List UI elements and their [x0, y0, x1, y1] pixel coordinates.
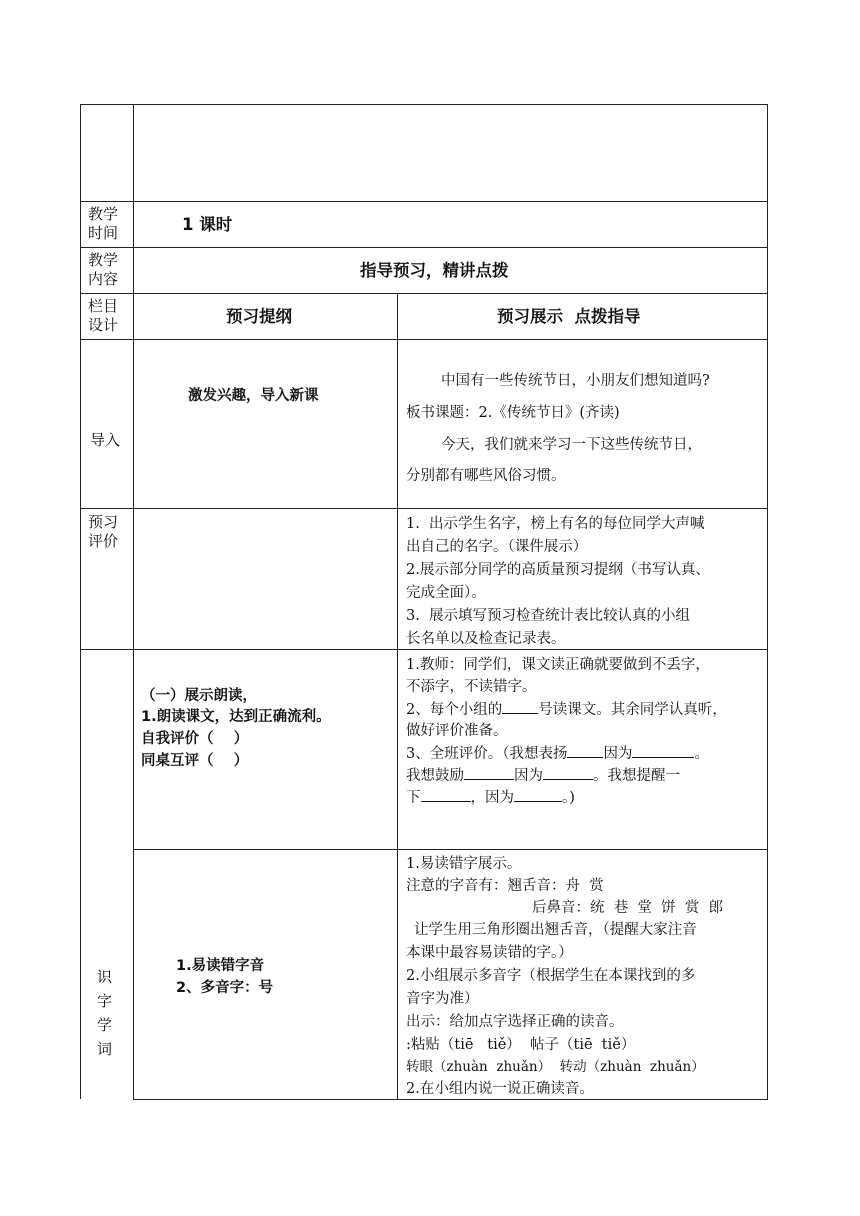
reading-line-with-blank: 2、每个小组的 号读课文。其余同学认真听，	[406, 699, 727, 720]
intro-label: 导入	[90, 431, 121, 449]
pronunciation-line: 后鼻音：统 巷 堂 饼 赏 郎	[532, 900, 724, 916]
pronunciation-line: 让学生用三角形圈出翘舌音，（提醒大家注音	[414, 922, 697, 938]
reading-outline-line: 自我评价（ ）	[141, 731, 249, 747]
literacy-label: 识 字 学 词	[97, 968, 113, 1058]
fill-blank	[543, 765, 593, 780]
content-label: 教学 内容	[88, 251, 119, 288]
reading-line: 1.教师：同学们，课文读正确就要做到不丢字，	[406, 657, 710, 673]
intro-line: 分别都有哪些风俗习惯。	[406, 468, 566, 484]
pronunciation-line: 音字为准）	[406, 991, 479, 1007]
row-divider	[80, 649, 768, 650]
pronunciation-line: 2.在小组内说一说正确读音。	[406, 1081, 594, 1097]
class-hours: 1 课时	[182, 215, 233, 234]
label-column-divider	[133, 104, 134, 1099]
table-border-bottom	[133, 1099, 768, 1100]
preview-line: 完成全面）。	[406, 585, 486, 601]
preview-line: 3. 展示填写预习检查统计表比较认真的小组	[406, 608, 691, 624]
table-border-top	[80, 104, 768, 105]
pronunciation-line: 出示：给加点字选择正确的读音。	[406, 1014, 624, 1030]
pronunciation-line: 2.小组展示多音字（根据学生在本课找到的多	[406, 968, 696, 984]
preview-label: 预习 评价	[88, 513, 119, 550]
row-divider	[80, 247, 768, 248]
pronunciation-line: 本课中最容易读错的字。）	[406, 945, 573, 961]
column-header-guidance: 预习展示 点拨指导	[497, 307, 641, 326]
intro-outline: 激发兴趣，导入新课	[188, 388, 319, 404]
row-divider	[80, 508, 768, 509]
fill-blank	[502, 699, 538, 714]
table-border-left	[80, 104, 81, 1099]
time-label: 教学 时间	[88, 205, 119, 242]
fill-blank	[632, 743, 694, 758]
pronunciation-line: 注意的字音有：翘舌音：舟 赏	[406, 878, 604, 894]
row-divider	[80, 201, 768, 202]
fill-blank	[514, 787, 562, 802]
reading-line-with-blank: 3、全班评价。（我想表扬 因为 。	[406, 743, 709, 764]
reading-outline-line: 1.朗读课文，达到正确流利。	[141, 709, 331, 725]
table-border-right	[767, 104, 768, 1099]
preview-line: 长名单以及检查记录表。	[406, 631, 566, 647]
fill-blank	[464, 765, 514, 780]
preview-line: 1. 出示学生名字，榜上有名的每位同学大声喊	[406, 516, 705, 532]
row-divider	[133, 849, 768, 850]
reading-line: 不添字，不读错字。	[406, 679, 537, 695]
row-divider	[80, 339, 768, 340]
pronunciation-line: 转眼（zhuàn zhuǎn） 转动（zhuàn zhuǎn）	[406, 1059, 705, 1075]
reading-line-with-blank: 我想鼓励 因为 。我想提醒一	[406, 765, 680, 786]
column-divider	[397, 293, 398, 1099]
pronunciation-line: 1.易读错字展示。	[406, 856, 522, 872]
reading-outline-line: （一）展示朗读，	[141, 688, 257, 704]
intro-line: 今天，我们就来学习一下这些传统节日，	[441, 437, 702, 453]
intro-line: 中国有一些传统节日，小朋友们想知道吗?	[441, 373, 710, 389]
design-label: 栏目 设计	[88, 297, 119, 334]
pronunciation-outline-line: 2、多音字：号	[176, 980, 274, 996]
teaching-content: 指导预习，精讲点拨	[360, 261, 509, 280]
fill-blank	[567, 743, 603, 758]
intro-line: 板书课题：2.《传统节日》(齐读)	[406, 405, 620, 421]
fill-blank	[421, 787, 471, 802]
column-header-outline: 预习提纲	[226, 307, 292, 326]
preview-line: 2.展示部分同学的高质量预习提纲（书写认真、	[406, 562, 710, 578]
reading-line-with-blank: 下 ，因为 。)	[406, 787, 575, 808]
reading-outline-line: 同桌互评（ ）	[141, 753, 249, 769]
row-divider	[80, 293, 768, 294]
reading-line: 做好评价准备。	[406, 723, 508, 739]
preview-line: 出自己的名字。（课件展示）	[406, 539, 588, 555]
pronunciation-outline-line: 1.易读错字音	[176, 958, 265, 974]
pronunciation-line: :粘贴（tiē tiě） 帖子（tiē tiě）	[406, 1037, 636, 1053]
